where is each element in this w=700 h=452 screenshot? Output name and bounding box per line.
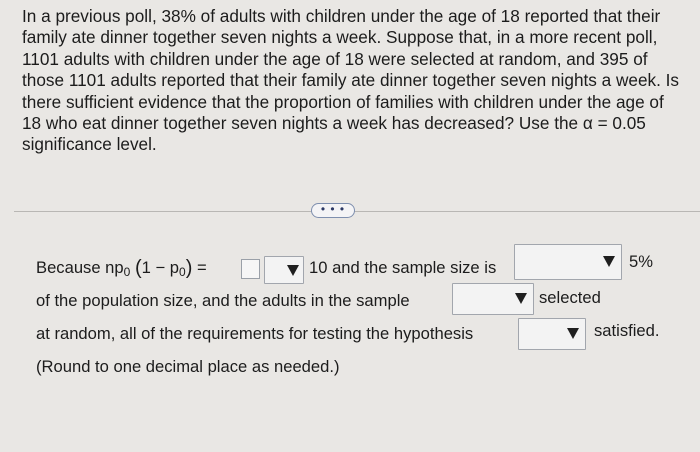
expand-more-button[interactable]: • • • xyxy=(311,203,355,218)
np-value-input[interactable] xyxy=(241,259,260,279)
requirements-dropdown[interactable] xyxy=(518,318,586,350)
satisfied-text: satisfied. xyxy=(594,321,660,340)
equals-sign: = xyxy=(192,258,207,277)
selected-text: selected xyxy=(539,288,601,307)
chevron-down-icon xyxy=(515,293,527,304)
subscript-zero-2: 0 xyxy=(179,265,186,279)
open-paren: ( xyxy=(134,257,142,279)
close-paren: ) xyxy=(185,257,193,279)
requirements-text: at random, all of the requirements for testing the hypothesis xyxy=(36,324,474,343)
formula-line xyxy=(36,256,207,279)
section-divider xyxy=(14,211,700,212)
ten-sample-text: 10 and the sample size is xyxy=(309,258,497,277)
sample-method-dropdown[interactable] xyxy=(452,283,534,315)
sample-size-dropdown[interactable] xyxy=(514,244,622,280)
one-minus-p: 1 − p xyxy=(141,258,180,277)
chevron-down-icon xyxy=(567,328,579,339)
because-text: Because np xyxy=(36,258,124,277)
subscript-zero: 0 xyxy=(123,265,131,279)
population-text: of the population size, and the adults in the sample xyxy=(36,291,410,310)
rounding-note: (Round to one decimal place as needed.) xyxy=(36,357,340,376)
chevron-down-icon xyxy=(287,265,299,276)
problem-statement: In a previous poll, 38% of adults with children under the age of 18 reported that their family ate dinner together seven nights a week. Suppose that, in a more recent poll, 1101 adults with children under the age of 18 were selected at random, and 395 of those 1101 adults reported that their family ate dinner together seven nights a week. Is there sufficient evidence that the proportion of families with children under the age of 18 who eat dinner together seven nights a week has decreased? Use the α = 0.05 significance level. xyxy=(22,6,680,155)
five-percent-text: 5% xyxy=(629,252,653,271)
chevron-down-icon xyxy=(603,256,615,267)
comparison-dropdown[interactable] xyxy=(264,256,304,284)
